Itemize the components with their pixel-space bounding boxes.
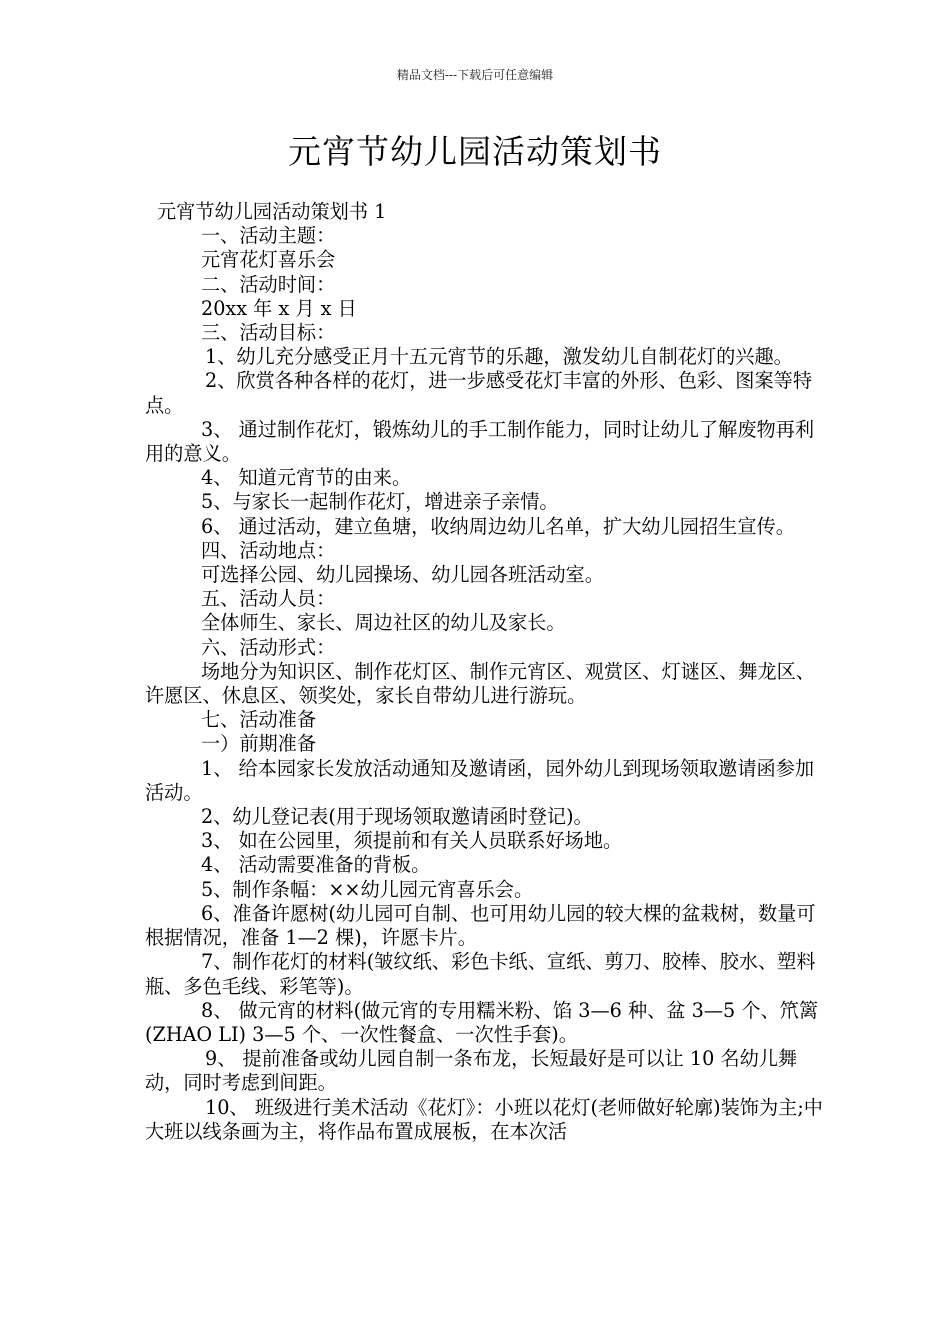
paragraph: 5、制作条幅：××幼儿园元宵喜乐会。 [201, 877, 534, 901]
paragraph: 五、活动人员： [201, 587, 336, 611]
paragraph: 6、 通过活动，建立鱼塘，收纳周边幼儿名单，扩大幼儿园招生宣传。 [201, 514, 795, 538]
paragraph: 5、与家长一起制作花灯，增进亲子亲情。 [201, 490, 559, 514]
paragraph: 3、 通过制作花灯，锻炼幼儿的手工制作能力，同时让幼儿了解废物再利用的意义。 [145, 417, 815, 466]
paragraph: 20xx 年 x 月 x 日 [201, 296, 357, 320]
paragraph: 元宵节幼儿园活动策划书 1 [157, 200, 387, 223]
paragraph: 六、活动形式： [201, 635, 336, 659]
paragraph: 10、 班级进行美术活动《花灯》：小班以花灯(老师做好轮廓)装饰为主;中大班以线条画为主，将作品布置成展板，在本次活 [145, 1095, 823, 1143]
document-body [145, 200, 825, 1144]
paragraph: 二、活动时间： [201, 272, 336, 296]
paragraph: 全体师生、家长、周边社区的幼儿及家长。 [201, 611, 566, 635]
paragraph: 三、活动目标： [201, 321, 336, 345]
paragraph: 9、 提前准备或幼儿园自制一条布龙，长短最好是可以让 10 名幼儿舞动，同时考虑到间距。 [145, 1047, 798, 1095]
paragraph: 3、 如在公园里，须提前和有关人员联系好场地。 [201, 829, 623, 853]
paragraph: 七、活动准备 [201, 708, 317, 732]
paragraph: 4、 活动需要准备的背板。 [201, 853, 431, 877]
paragraph: 8、 做元宵的材料(做元宵的专用糯米粉、馅 3—6 种、盆 3—5 个、笊篱(ZHAO LI) 3—5 个、一次性餐盒、一次性手套)。 [145, 998, 819, 1046]
paragraph: 2、欣赏各种各样的花灯，进一步感受花灯丰富的外形、色彩、图案等特点。 [145, 369, 813, 417]
paragraph: 2、幼儿登记表(用于现场领取邀请函时登记)。 [201, 805, 593, 829]
paragraph: 1、幼儿充分感受正月十五元宵节的乐趣，激发幼儿自制花灯的兴趣。 [205, 345, 793, 369]
paragraph: 一）前期准备 [201, 732, 317, 756]
paragraph: 7、制作花灯的材料(皱纹纸、彩色卡纸、宣纸、剪刀、胶棒、胶水、塑料瓶、多色毛线、彩笔等)。 [145, 950, 816, 998]
paragraph: 四、活动地点： [201, 538, 336, 562]
paragraph: 一、活动主题： [201, 224, 336, 248]
document-title: 元宵节幼儿园活动策划书 [288, 132, 662, 171]
paragraph: 1、 给本园家长发放活动通知及邀请函，园外幼儿到现场领取邀请函参加活动。 [145, 756, 815, 804]
paragraph: 6、准备许愿树(幼儿园可自制、也可用幼儿园的较大棵的盆栽树，数量可根据情况，准备 1—2 棵)，许愿卡片。 [145, 901, 816, 950]
paragraph: 4、 知道元宵节的由来。 [201, 466, 412, 490]
paragraph: 可选择公园、幼儿园操场、幼儿园各班活动室。 [201, 563, 604, 587]
header-note: 精品文档---下载后可任意编辑 [396, 68, 554, 82]
paragraph: 场地分为知识区、制作花灯区、制作元宵区、观赏区、灯谜区、舞龙区、许愿区、休息区、领奖处，家长自带幼儿进行游玩。 [145, 659, 815, 708]
paragraph: 元宵花灯喜乐会 [201, 248, 336, 272]
